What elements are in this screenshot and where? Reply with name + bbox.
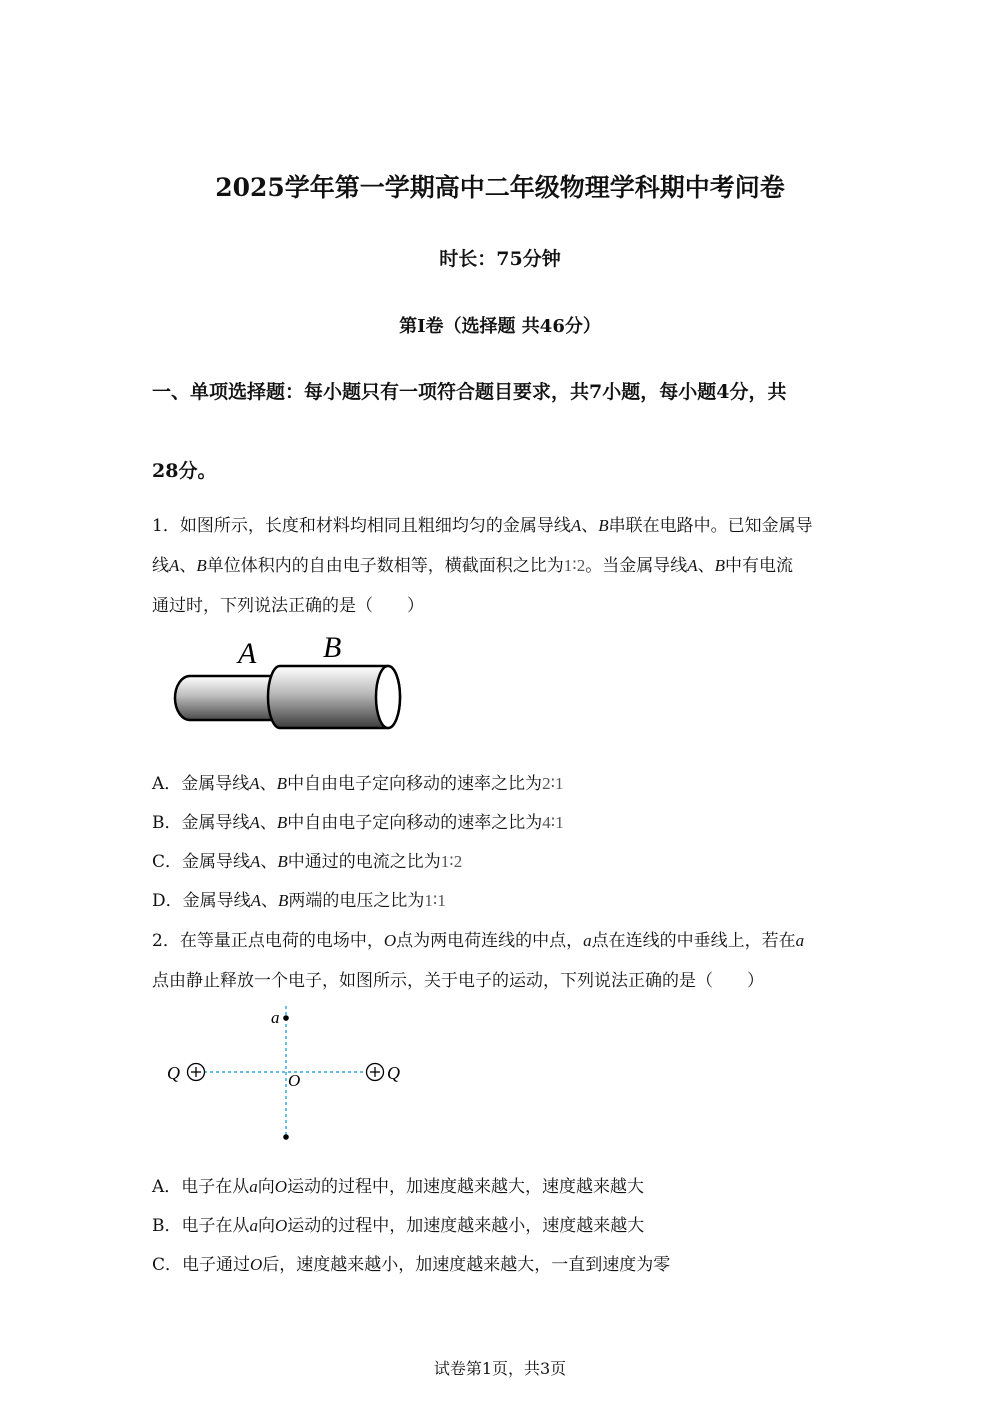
wire-a-cylinder xyxy=(175,676,280,720)
q1-option-c: C．金属导线A、B中通过的电流之比为1∶2 xyxy=(152,852,463,872)
figure-label-q-left: Q xyxy=(167,1063,180,1083)
q2-charge-figure xyxy=(160,1000,410,1150)
q2-option-a: A．电子在从a向O运动的过程中，加速度越来越大，速度越来越大 xyxy=(152,1177,645,1197)
page-title: 2025学年第一学期高中二年级物理学科期中考问卷 xyxy=(215,173,785,202)
figure-label-o: O xyxy=(288,1071,301,1090)
q1-stem-line-2: 线A、B单位体积内的自由电子数相等，横截面积之比为1∶2。当金属导线A、B中有电流 xyxy=(152,556,793,576)
q1-option-b: B．金属导线A、B中自由电子定向移动的速率之比为4∶1 xyxy=(152,813,564,833)
bottom-point-dot xyxy=(283,1134,289,1140)
q1-stem-line-3: 通过时，下列说法正确的是（ ） xyxy=(152,596,424,616)
q2-stem-line-1: 2．在等量正点电荷的电场中，O点为两电荷连线的中点，a点在连线的中垂线上，若在a xyxy=(152,931,805,951)
point-a-dot xyxy=(283,1015,289,1021)
q1-option-d: D．金属导线A、B两端的电压之比为1∶1 xyxy=(152,891,446,911)
q2-stem-line-2: 点由静止释放一个电子，如图所示，关于电子的运动，下列说法正确的是（ ） xyxy=(152,971,764,991)
figure-label-q-right: Q xyxy=(387,1063,400,1083)
exam-duration: 时长：75分钟 xyxy=(439,248,561,270)
section-heading: 一、单项选择题：每小题只有一项符合题目要求，共7小题，每小题4分，共 xyxy=(152,381,787,403)
page-footer: 试卷第1页，共3页 xyxy=(433,1359,567,1378)
section-heading-cont: 28分。 xyxy=(152,460,217,482)
q1-wire-figure xyxy=(168,628,408,736)
q2-option-b: B．电子在从a向O运动的过程中，加速度越来越小，速度越来越大 xyxy=(152,1216,645,1236)
q1-stem-line-1: 1．如图所示，长度和材料均相同且粗细均匀的金属导线A、B串联在电路中。已知金属导 xyxy=(152,516,813,536)
volume-heading: 第Ⅰ卷（选择题 共46分） xyxy=(399,316,601,337)
figure-label-b: B xyxy=(323,631,342,664)
left-positive-charge-icon xyxy=(188,1064,205,1081)
right-positive-charge-icon xyxy=(367,1064,384,1081)
q2-option-c: C．电子通过O后，速度越来越小，加速度越来越大，一直到速度为零 xyxy=(152,1255,671,1275)
q1-option-a: A．金属导线A、B中自由电子定向移动的速率之比为2∶1 xyxy=(152,774,564,794)
wire-b-cylinder xyxy=(268,666,400,728)
figure-label-a: a xyxy=(271,1008,280,1027)
figure-label-a: A xyxy=(238,637,257,670)
